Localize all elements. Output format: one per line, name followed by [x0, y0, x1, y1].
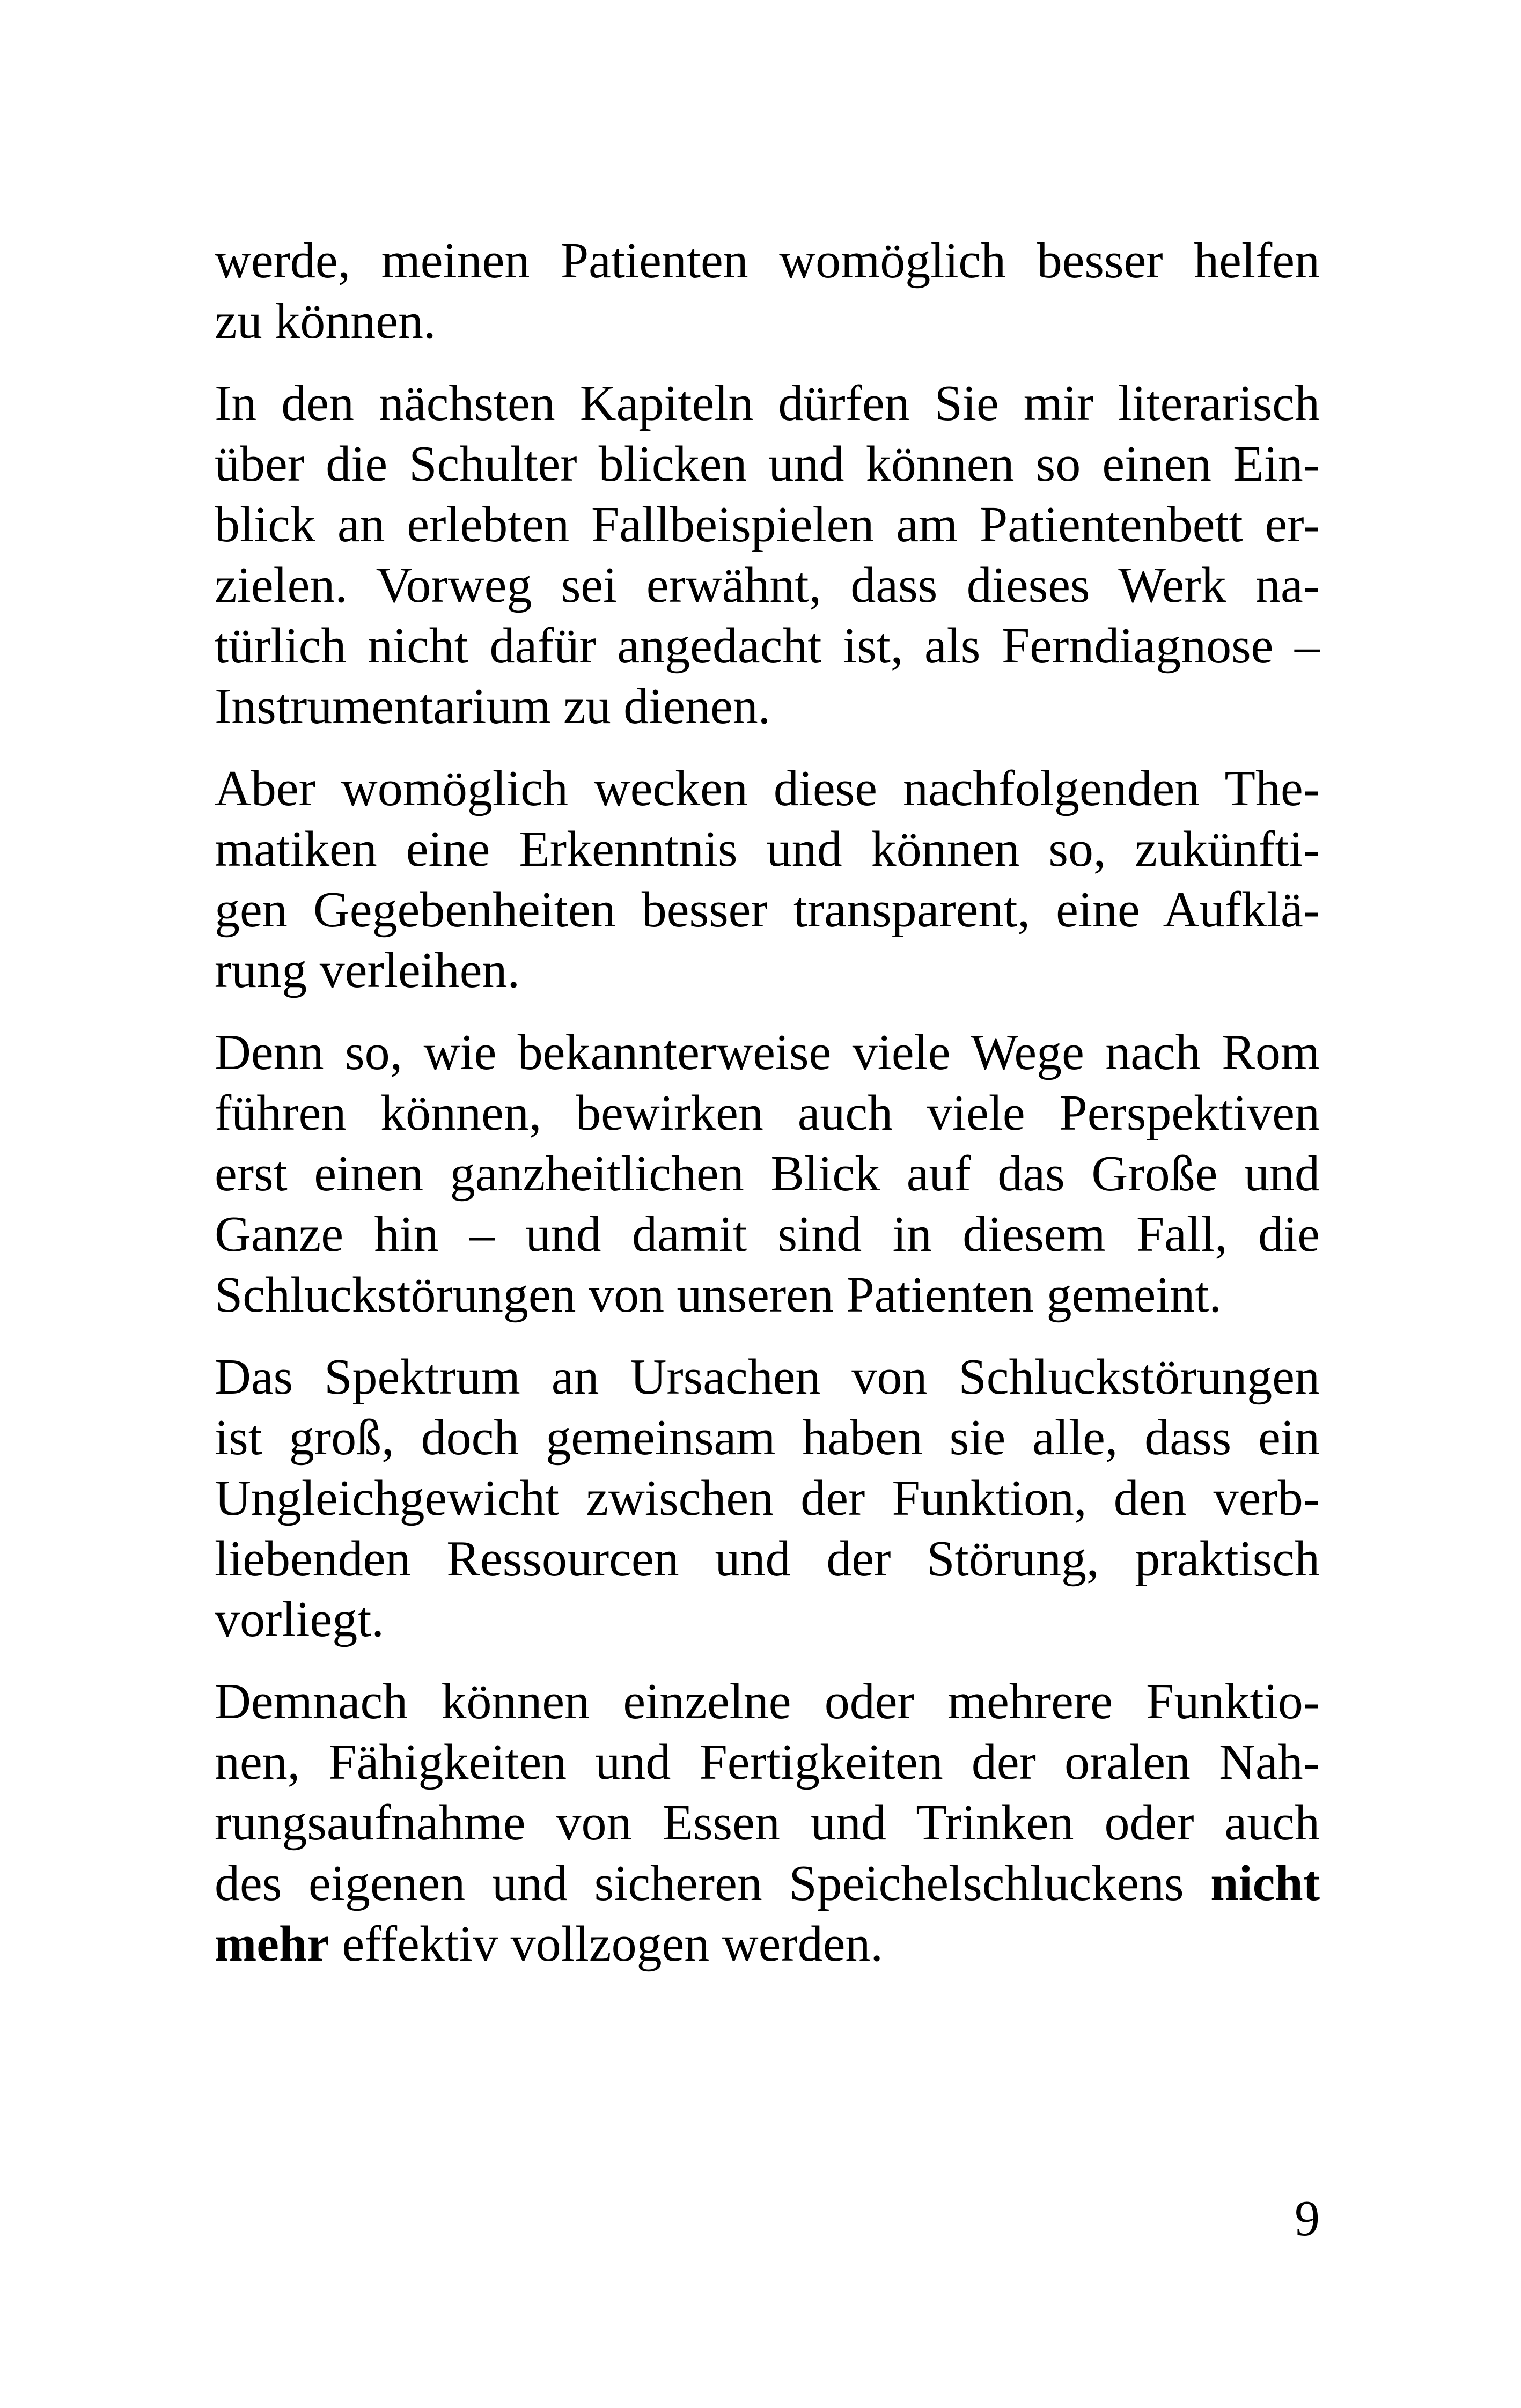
paragraph-1	[215, 231, 1320, 352]
text-line: führen können, bewirken auch viele Perspektiven	[215, 1085, 1320, 1141]
text-line: Denn so, wie bekannterweise viele Wege nach Rom	[215, 1025, 1320, 1080]
text-line: vorliegt.	[215, 1592, 384, 1647]
text-line: Ungleichgewicht zwischen der Funktion, den verb-	[215, 1470, 1320, 1526]
body-text	[215, 231, 1320, 1996]
text-line: türlich nicht dafür angedacht ist, als Ferndiagnose –	[215, 618, 1320, 674]
text-line: zu können.	[215, 293, 436, 349]
text-line: erst einen ganzheitlichen Blick auf das Große und	[215, 1146, 1320, 1202]
text-line: über die Schulter blicken und können so einen Ein-	[215, 436, 1320, 492]
text-line: nen, Fähigkeiten und Fertigkeiten der oralen Nah-	[215, 1734, 1320, 1790]
text-line: gen Gegebenheiten besser transparent, eine Aufklä-	[215, 882, 1320, 938]
text-line: rungsaufnahme von Essen und Trinken oder auch	[215, 1795, 1320, 1851]
text-line: liebenden Ressourcen und der Störung, praktisch	[215, 1531, 1320, 1587]
paragraph-5	[215, 1347, 1320, 1650]
bold-emphasis: nicht	[1210, 1855, 1320, 1911]
text-line: Schluckstörungen von unseren Patienten gemeint.	[215, 1267, 1222, 1323]
text-line: matiken eine Erkenntnis und können so, zukünfti-	[215, 821, 1320, 877]
text-line: In den nächsten Kapiteln dürfen Sie mir literarisch	[215, 375, 1320, 431]
paragraph-2	[215, 373, 1320, 737]
text-line: Aber womöglich wecken diese nachfolgenden The-	[215, 761, 1320, 816]
text-run: des eigenen und sicheren Speichelschluckens	[215, 1855, 1211, 1911]
text-line: zielen. Vorweg sei erwähnt, dass dieses Werk na-	[215, 557, 1320, 613]
text-line: Das Spektrum an Ursachen von Schluckstörungen	[215, 1349, 1320, 1405]
paragraph-3	[215, 759, 1320, 1001]
text-run: effektiv vollzogen werden.	[329, 1916, 883, 1972]
text-line: rung verleihen.	[215, 942, 520, 998]
text-line: werde, meinen Patienten womöglich besser helfen	[215, 233, 1320, 289]
text-line	[215, 1853, 1320, 1914]
text-line	[215, 1914, 1320, 1975]
text-line: blick an erlebten Fallbeispielen am Patientenbett er-	[215, 497, 1320, 553]
text-line: Ganze hin – und damit sind in diesem Fall, die	[215, 1206, 1320, 1262]
text-line: Demnach können einzelne oder mehrere Funktio-	[215, 1674, 1320, 1729]
bold-emphasis: mehr	[215, 1916, 330, 1972]
text-line: ist groß, doch gemeinsam haben sie alle, dass ein	[215, 1410, 1320, 1466]
text-line: Instrumentarium zu dienen.	[215, 679, 771, 734]
paragraph-6	[215, 1671, 1320, 1975]
page-number: 9	[1295, 2191, 1320, 2247]
paragraph-4	[215, 1022, 1320, 1325]
